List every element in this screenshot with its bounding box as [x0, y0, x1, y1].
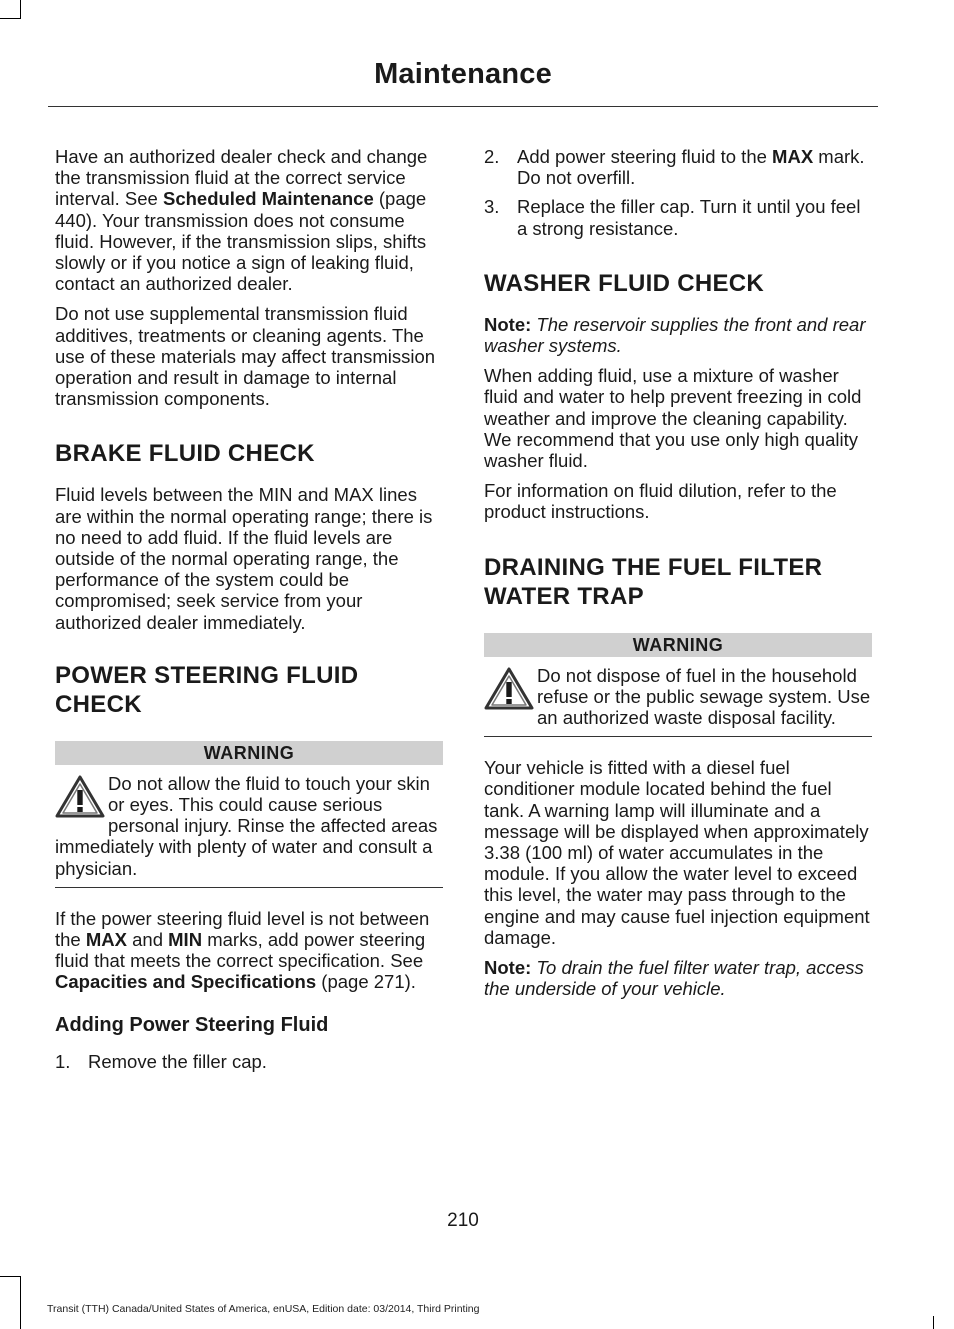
warning-text: Do not allow the fluid to touch your skin or eyes. This could cause serious personal injury. Rinse the affected areas immediately with plenty of water and consult a physician.: [55, 772, 438, 879]
fuel-filter-heading: DRAINING THE FUEL FILTER WATER TRAP: [484, 553, 823, 610]
crop-mark: [20, 0, 21, 19]
crop-mark: [933, 1316, 934, 1329]
footer-edition: Transit (TTH) Canada/United States of America, enUSA, Edition date: 03/2014, Third Printing: [47, 1303, 480, 1315]
brake-fluid-heading: BRAKE FLUID CHECK: [55, 440, 315, 468]
warning-box: [55, 773, 443, 887]
right-column: [484, 146, 872, 1008]
list-item: 3. Replace the filler cap. Turn it until you feel a strong resistance.: [484, 196, 861, 239]
fuel-conditioner-paragraph: Your vehicle is fitted with a diesel fuel conditioner module located behind the fuel tank. A warning lamp will illuminate and a message will be displayed when approximately 3.38 (100 ml) of water accumulates in the module. If you allow the water level to exceed this level, the water may pass through to the engine and may cause fuel injection equipment damage.: [484, 757, 870, 948]
washer-fluid-heading: WASHER FLUID CHECK: [484, 269, 765, 297]
crop-mark: [0, 1276, 20, 1277]
title-divider: [48, 106, 878, 107]
power-steering-paragraph: If the power steering fluid level is not between the MAX and MIN marks, add power steering fluid that meets the correct specification. See Capacities and Specifications (page 271).: [55, 907, 430, 993]
warning-text: Do not dispose of fuel in the household refuse or the public sewage system. Use an authorized waste disposal facility.: [537, 664, 871, 729]
list-item: 2. Add power steering fluid to the MAX mark. Do not overfill.: [484, 146, 865, 189]
additives-paragraph: Do not use supplemental transmission fluid additives, treatments or cleaning agents. The use of these materials may affect transmission operation and result in damage to internal transmission components.: [55, 303, 436, 410]
warning-triangle-icon: [55, 775, 105, 819]
list-item: 1. Remove the filler cap.: [55, 1050, 267, 1072]
warning-triangle-icon: [484, 667, 534, 711]
warning-label: WARNING: [484, 633, 872, 657]
adding-power-steering-heading: Adding Power Steering Fluid: [55, 1013, 329, 1036]
warning-divider: [484, 736, 872, 737]
crop-mark: [0, 18, 20, 19]
brake-fluid-paragraph: Fluid levels between the MIN and MAX lines are within the normal operating range; there is no need to add fluid. If the fluid levels are outside of the normal operating range, the performance of the system could be compromised; seek service from your authorized dealer immediately.: [55, 484, 433, 633]
left-column: [55, 146, 443, 1080]
page-title: Maintenance: [374, 58, 552, 90]
drain-note: Note: To drain the fuel filter water trap, access the underside of your vehicle.: [484, 957, 864, 1000]
steps-list-continued: [484, 146, 872, 239]
crop-mark: [20, 1276, 21, 1329]
warning-divider: [55, 887, 443, 888]
page-number: 210: [447, 1210, 479, 1231]
transmission-paragraph: Have an authorized dealer check and change the transmission fluid at the correct service interval. See Scheduled Maintenance (page 440). Your transmission does not consume fluid. However, if the transmission slips, shifts slowly or if you notice a sign of leaking fluid, contact an authorized dealer.: [55, 146, 428, 295]
washer-note: Note: The reservoir supplies the front and rear washer systems.: [484, 313, 866, 357]
washer-paragraph: When adding fluid, use a mixture of washer fluid and water to help prevent freezing in cold weather and improve the cleaning capability. We recommend that you use only high quality washer fluid.: [484, 365, 862, 472]
scheduled-maintenance-link[interactable]: Scheduled Maintenance: [162, 188, 374, 210]
warning-box: [484, 665, 872, 737]
steps-list: [55, 1051, 443, 1072]
warning-label: WARNING: [55, 741, 443, 765]
dilution-paragraph: For information on fluid dilution, refer to the product instructions.: [484, 480, 837, 523]
power-steering-heading: POWER STEERING FLUID CHECK: [55, 661, 359, 718]
capacities-link[interactable]: Capacities and Specifications: [55, 971, 317, 993]
